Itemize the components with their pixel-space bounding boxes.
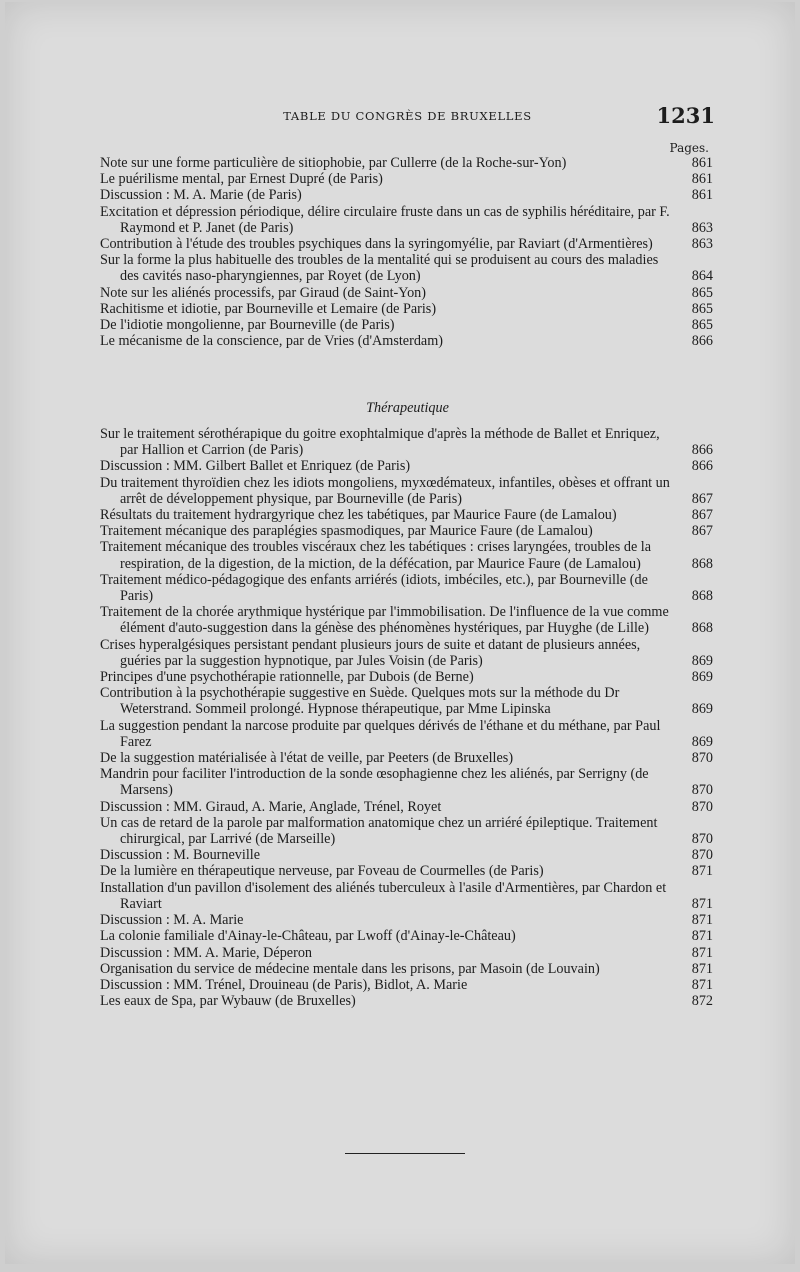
- toc-entry-page: 871: [691, 895, 713, 912]
- toc-entry: [100, 766, 715, 798]
- toc-entry-page: 866: [691, 333, 713, 350]
- toc-entry-text: Les eaux de Spa, par Wybauw (de Bruxelles): [100, 993, 356, 1010]
- toc-entry-page: 871: [691, 976, 713, 993]
- toc-entry: [100, 604, 715, 636]
- toc-entry-page: 869: [691, 669, 713, 686]
- pages-column-label: Pages.: [669, 141, 709, 155]
- toc-entry: [100, 333, 715, 349]
- toc-entry: [100, 815, 715, 847]
- toc-entry: [100, 475, 715, 507]
- toc-entry-text: Traitement médico-pédagogique des enfants arriérés (idiots, imbéciles, etc.), par Bourneville (de Paris): [100, 571, 648, 605]
- toc-entry: [100, 718, 715, 750]
- toc-entry-page: 861: [691, 155, 713, 171]
- toc-entry-page: 871: [691, 928, 713, 945]
- toc-entry-text: Un cas de retard de la parole par malformation anatomique chez un arriéré épileptique. Traitement chirurgical, par Larrivé (de Marseille): [100, 814, 658, 848]
- running-header: [100, 105, 715, 129]
- toc-entry-text: La colonie familiale d'Ainay-le-Château, par Lwoff (d'Ainay-le-Château): [100, 928, 516, 945]
- toc-entry: [100, 863, 715, 879]
- header-page-number: 1231: [656, 103, 715, 128]
- toc-entry-page: 868: [691, 588, 713, 605]
- toc-entry-page: 872: [691, 993, 713, 1010]
- toc-entry: [100, 458, 715, 474]
- toc-entry-page: 867: [691, 507, 713, 524]
- toc-entry-text: Sur la forme la plus habituelle des troubles de la mentalité qui se produisent au cours des maladies des cavités naso-pharyngiennes, par Royet (de Lyon): [100, 252, 659, 285]
- toc-entry-text: Contribution à la psychothérapie suggestive en Suède. Quelques mots sur la méthode du Dr Weterstrand. Sommeil prolongé. Hypnose thérapeutique, par Mme Lipinska: [100, 685, 620, 718]
- toc-entry-page: 871: [691, 863, 713, 880]
- toc-entry: [100, 912, 715, 928]
- toc-entry-page: 870: [691, 782, 713, 799]
- toc-entry: [100, 945, 715, 961]
- toc-entry-page: 864: [691, 268, 713, 285]
- toc-entry-page: 870: [691, 798, 713, 815]
- toc-entry-page: 863: [691, 236, 713, 253]
- toc-entry-text: Organisation du service de médecine mentale dans les prisons, par Masoin (de Louvain): [100, 960, 600, 977]
- toc-entry-text: Du traitement thyroïdien chez les idiots mongoliens, myxœdémateux, infantiles, obèses et offrant un arrêt de développement physique, par Bourneville (de Paris): [100, 474, 670, 507]
- toc-entry-page: 870: [691, 847, 713, 864]
- toc-entry-text: Note sur une forme particulière de sitiophobie, par Cullerre (de la Roche-sur-Yon): [100, 155, 567, 171]
- toc-entry-page: 869: [691, 652, 713, 669]
- toc-entry-text: Rachitisme et idiotie, par Bourneville et Lemaire (de Paris): [100, 300, 437, 317]
- toc-entry: [100, 204, 715, 236]
- toc-entry-text: Traitement mécanique des troubles viscéraux chez les tabétiques : crises laryngées, troubles de la respiration, de la digestion, de la miction, de la défécation, par Maurice Faure (de Lamalou): [100, 539, 652, 572]
- toc-entry: [100, 880, 715, 912]
- toc-entry-text: Discussion : MM. Giraud, A. Marie, Anglade, Trénel, Royet: [100, 798, 442, 815]
- toc-entry-text: Le mécanisme de la conscience, par de Vries (d'Amsterdam): [100, 333, 443, 350]
- toc-entry-text: Résultats du traitement hydrargyrique chez les tabétiques, par Maurice Faure (de Lamalou): [100, 507, 617, 524]
- toc-entry-text: Discussion : M. A. Marie (de Paris): [100, 187, 302, 204]
- toc-entry-page: 861: [691, 187, 713, 204]
- toc-entry-text: Traitement mécanique des paraplégies spasmodiques, par Maurice Faure (de Lamalou): [100, 523, 593, 540]
- toc-entry: [100, 171, 715, 187]
- section-title-therapeutique: Thérapeutique: [366, 400, 449, 416]
- toc-entry-text: Sur le traitement sérothérapique du goitre exophtalmique d'après la méthode de Ballet et Enriquez, par Hallion et Carrion (de Paris): [100, 426, 660, 459]
- toc-entry-text: Discussion : M. A. Marie: [100, 912, 244, 929]
- toc-entry: [100, 507, 715, 523]
- toc-entry-text: Discussion : M. Bourneville: [100, 847, 260, 864]
- toc-list-main: [100, 155, 715, 349]
- toc-entry: [100, 961, 715, 977]
- toc-entry-page: 871: [691, 912, 713, 929]
- toc-entry-text: De la suggestion matérialisée à l'état de veille, par Peeters (de Bruxelles): [100, 750, 514, 767]
- toc-entry-text: Installation d'un pavillon d'isolement des aliénés tuberculeux à l'asile d'Armentières, par Chardon et Raviart: [100, 879, 667, 912]
- toc-entry-text: Mandrin pour faciliter l'introduction de la sonde œsophagienne chez les aliénés, par Serrigny (de Marsens): [100, 766, 649, 799]
- toc-entry: [100, 572, 715, 604]
- toc-entry: [100, 285, 715, 301]
- toc-entry-page: 870: [691, 831, 713, 848]
- toc-entry-page: 869: [691, 733, 713, 750]
- toc-entry: [100, 523, 715, 539]
- toc-entry-text: De l'idiotie mongolienne, par Bourneville (de Paris): [100, 317, 395, 334]
- toc-entry-text: Discussion : MM. A. Marie, Déperon: [100, 944, 313, 961]
- toc-entry-page: 866: [691, 458, 713, 475]
- toc-entry-text: Contribution à l'étude des troubles psychiques dans la syringomyélie, par Raviart (d'Armentières): [100, 236, 653, 253]
- toc-entry-text: Crises hyperalgésiques persistant pendant plusieurs jours de suite et datant de plusieurs années, guéries par la suggestion hypnotique, par Jules Voisin (de Paris): [100, 636, 641, 669]
- toc-entry: [100, 847, 715, 863]
- header-title: TABLE DU CONGRÈS DE BRUXELLES: [283, 109, 532, 123]
- toc-entry-page: 865: [691, 284, 713, 301]
- toc-entry: [100, 685, 715, 717]
- toc-entry-page: 870: [691, 750, 713, 767]
- toc-entry: [100, 928, 715, 944]
- toc-entry-page: 868: [691, 620, 713, 637]
- toc-entry-text: Traitement de la chorée arythmique hystérique par l'immobilisation. De l'influence de la vue comme élément d'auto-suggestion dans la génèse des phénomènes hystériques, par Huyghe (de Lille): [100, 604, 669, 637]
- toc-entry-text: Le puérilisme mental, par Ernest Dupré (de Paris): [100, 171, 383, 188]
- toc-entry-text: Excitation et dépression périodique, délire circulaire fruste dans un cas de syphilis héréditaire, par F. Raymond et P. Janet (de Paris): [100, 203, 670, 236]
- toc-entry: [100, 993, 715, 1009]
- end-rule: [345, 1153, 465, 1154]
- toc-entry: [100, 317, 715, 333]
- toc-entry-page: 867: [691, 490, 713, 507]
- toc-entry-text: Discussion : MM. Trénel, Drouineau (de Paris), Bidlot, A. Marie: [100, 976, 468, 993]
- toc-entry: [100, 426, 715, 458]
- toc-entry: [100, 301, 715, 317]
- toc-entry-page: 861: [691, 171, 713, 188]
- toc-entry-text: Discussion : MM. Gilbert Ballet et Enriquez (de Paris): [100, 458, 411, 475]
- book-page: [5, 2, 795, 1264]
- toc-entry: [100, 799, 715, 815]
- toc-entry-page: 865: [691, 300, 713, 317]
- toc-entry-text: Principes d'une psychothérapie rationnelle, par Dubois (de Berne): [100, 669, 474, 686]
- toc-entry-page: 868: [691, 555, 713, 572]
- toc-list-therapeutique: [100, 426, 715, 1009]
- toc-entry: [100, 155, 715, 171]
- toc-entry-text: Note sur les aliénés processifs, par Giraud (de Saint-Yon): [100, 284, 426, 301]
- toc-entry: [100, 252, 715, 284]
- toc-entry: [100, 977, 715, 993]
- toc-entry-page: 866: [691, 442, 713, 459]
- toc-entry-page: 869: [691, 701, 713, 718]
- toc-entry: [100, 539, 715, 571]
- toc-entry-page: 867: [691, 523, 713, 540]
- toc-entry-page: 863: [691, 219, 713, 236]
- toc-entry: [100, 637, 715, 669]
- toc-entry-page: 871: [691, 944, 713, 961]
- toc-entry-text: La suggestion pendant la narcose produite par quelques dérivés de l'éthane et du méthane, par Paul Farez: [100, 717, 661, 750]
- toc-entry: [100, 750, 715, 766]
- toc-entry-text: De la lumière en thérapeutique nerveuse, par Foveau de Courmelles (de Paris): [100, 863, 544, 880]
- toc-entry: [100, 669, 715, 685]
- toc-entry: [100, 187, 715, 203]
- toc-entry: [100, 236, 715, 252]
- toc-entry-page: 871: [691, 960, 713, 977]
- toc-entry-page: 865: [691, 317, 713, 334]
